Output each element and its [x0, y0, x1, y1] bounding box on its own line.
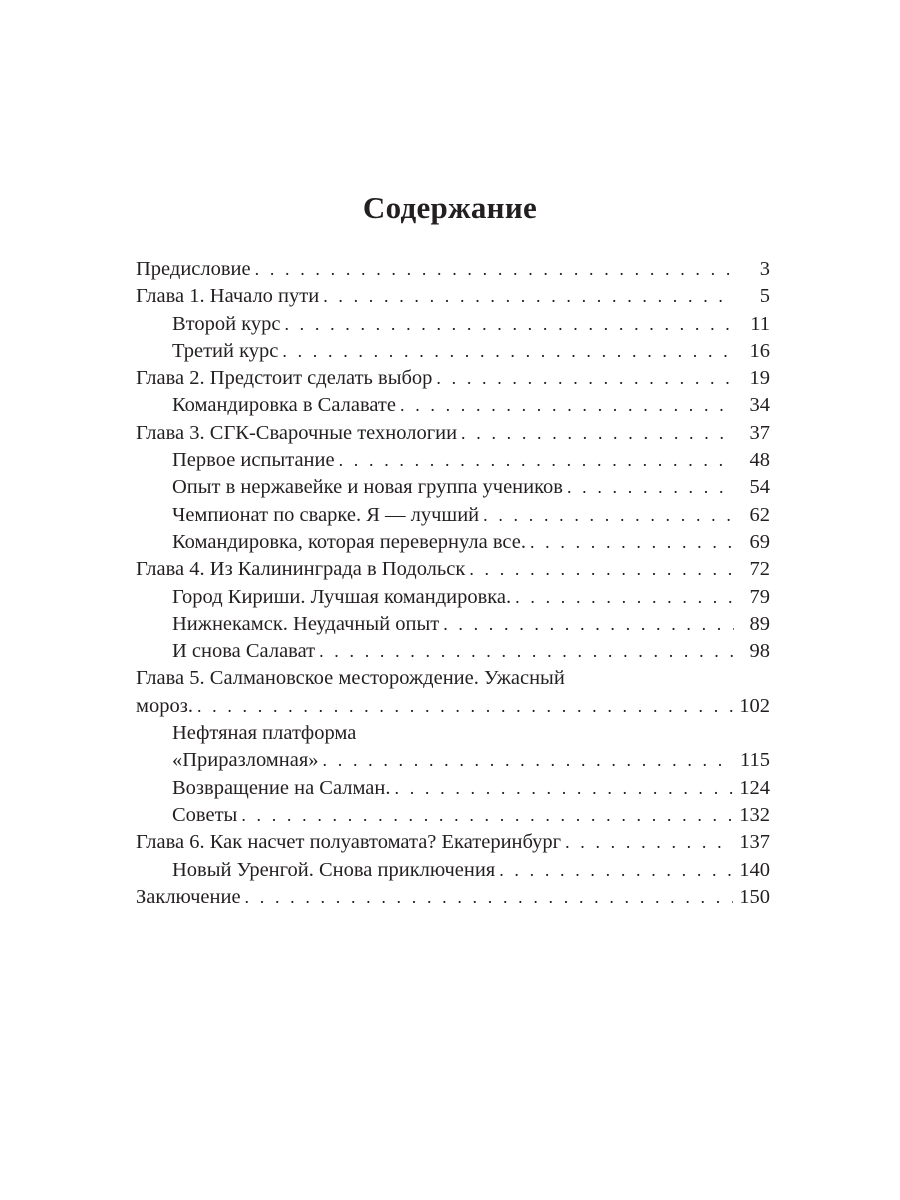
toc-entry-page: 102 [739, 694, 770, 717]
toc-entry-page: 132 [739, 803, 770, 826]
toc-entry-label: Глава 3. СГК-Сварочные технологии [136, 421, 458, 444]
toc-subentry[interactable] [136, 529, 770, 556]
toc-entry-page: 62 [749, 503, 770, 526]
page-title: Содержание [362, 190, 538, 225]
toc-entry-page: 11 [750, 312, 770, 335]
toc-entry-label: Город Кириши. Лучшая командировка. [172, 585, 512, 608]
dot-leader [395, 775, 734, 802]
toc-entry-page: 48 [749, 449, 770, 472]
toc-entry-page: 79 [749, 585, 770, 608]
toc-entry-label: Глава 4. Из Калининграда в Подольск [136, 558, 466, 581]
dot-leader [461, 420, 734, 447]
toc-entry-page: 16 [749, 339, 770, 362]
dot-leader [436, 365, 734, 392]
toc-subentry-line1[interactable] [136, 720, 770, 747]
toc-entry-page: 19 [749, 367, 770, 390]
toc-subentry[interactable] [136, 447, 770, 474]
toc-entry-label: Командировка, которая перевернула все. [172, 530, 526, 553]
toc-entry-label: Возвращение на Салман. [172, 776, 391, 799]
dot-leader [515, 584, 734, 611]
toc-subentry[interactable] [136, 311, 770, 338]
toc-entry[interactable] [136, 420, 770, 447]
toc-subentry[interactable] [136, 775, 770, 802]
toc-entry-label: Новый Уренгой. Снова приключения [172, 858, 496, 881]
toc-entry-label: Глава 6. Как насчет полуавтомата? Екатеринбург [136, 831, 562, 854]
toc-entry[interactable] [136, 256, 770, 283]
toc-entry-label: Заключение [136, 885, 241, 908]
toc-entry-page: 69 [749, 530, 770, 553]
toc-subentry[interactable] [136, 502, 770, 529]
dot-leader [469, 556, 734, 583]
toc-entry-page: 5 [759, 285, 770, 308]
toc-entry-page: 37 [749, 421, 770, 444]
toc-entry-page: 124 [739, 776, 770, 799]
toc-entry-label: Чемпионат по сварке. Я — лучший [172, 503, 480, 526]
toc-entry-label: Глава 5. Салмановское месторождение. Ужасный [136, 667, 565, 690]
toc-subentry[interactable] [136, 584, 770, 611]
dot-leader [339, 447, 734, 474]
toc-entry-page: 115 [740, 749, 770, 772]
toc-entry-page: 98 [749, 640, 770, 663]
toc-subentry[interactable] [136, 338, 770, 365]
toc-subentry[interactable] [136, 392, 770, 419]
toc-entry-page: 89 [749, 612, 770, 635]
toc-entry-label: мороз. [136, 694, 193, 717]
dot-leader [530, 529, 734, 556]
toc-entry-page: 140 [739, 858, 770, 881]
toc-entry[interactable] [136, 884, 770, 911]
toc-entry-label: Нижнекамск. Неудачный опыт [172, 612, 440, 635]
toc-entry-label: Второй курс [172, 312, 281, 335]
toc-entry-label: И снова Салават [172, 640, 316, 663]
dot-leader [499, 857, 733, 884]
toc-entry-page: 150 [739, 885, 770, 908]
dot-leader [284, 311, 734, 338]
toc-entry-page: 137 [739, 831, 770, 854]
toc-entry-label: «Приразломная» [172, 749, 319, 772]
toc-entry[interactable] [136, 829, 770, 856]
dot-leader [282, 338, 734, 365]
toc-entry[interactable] [136, 283, 770, 310]
toc-entry-page: 34 [749, 394, 770, 417]
dot-leader [567, 474, 734, 501]
toc-subentry[interactable] [136, 638, 770, 665]
toc-entry-line2[interactable] [136, 693, 770, 720]
toc-entry-page: 3 [759, 258, 770, 280]
dot-leader [197, 693, 733, 720]
dot-leader [400, 392, 734, 419]
toc-subentry-line2[interactable] [136, 747, 770, 774]
toc-entry-label: Нефтяная платформа [172, 722, 357, 745]
toc-entry-label: Предисловие [136, 258, 251, 280]
toc-entry-label: Глава 2. Предстоит сделать выбор [136, 367, 433, 390]
toc-entry[interactable] [136, 365, 770, 392]
toc-entry-page: 54 [749, 476, 770, 499]
table-of-contents [136, 256, 770, 911]
dot-leader [443, 611, 734, 638]
dot-leader [323, 747, 734, 774]
toc-subentry[interactable] [136, 802, 770, 829]
toc-entry-label: Опыт в нержавейке и новая группа учеников [172, 476, 563, 499]
dot-leader [483, 502, 734, 529]
toc-entry-label: Первое испытание [172, 449, 335, 472]
toc-subentry[interactable] [136, 611, 770, 638]
toc-entry-label: Глава 1. Начало пути [136, 285, 320, 308]
dot-leader [255, 256, 734, 283]
toc-entry-page: 72 [749, 558, 770, 581]
toc-entry-line1[interactable] [136, 665, 770, 692]
toc-entry-label: Третий курс [172, 339, 279, 362]
dot-leader [323, 283, 734, 310]
dot-leader [241, 802, 733, 829]
toc-entry-label: Командировка в Салавате [172, 394, 396, 417]
dot-leader [319, 638, 734, 665]
toc-subentry[interactable] [136, 857, 770, 884]
toc-entry[interactable] [136, 556, 770, 583]
toc-subentry[interactable] [136, 474, 770, 501]
dot-leader [565, 829, 733, 856]
toc-entry-label: Советы [172, 803, 238, 826]
dot-leader [245, 884, 734, 911]
